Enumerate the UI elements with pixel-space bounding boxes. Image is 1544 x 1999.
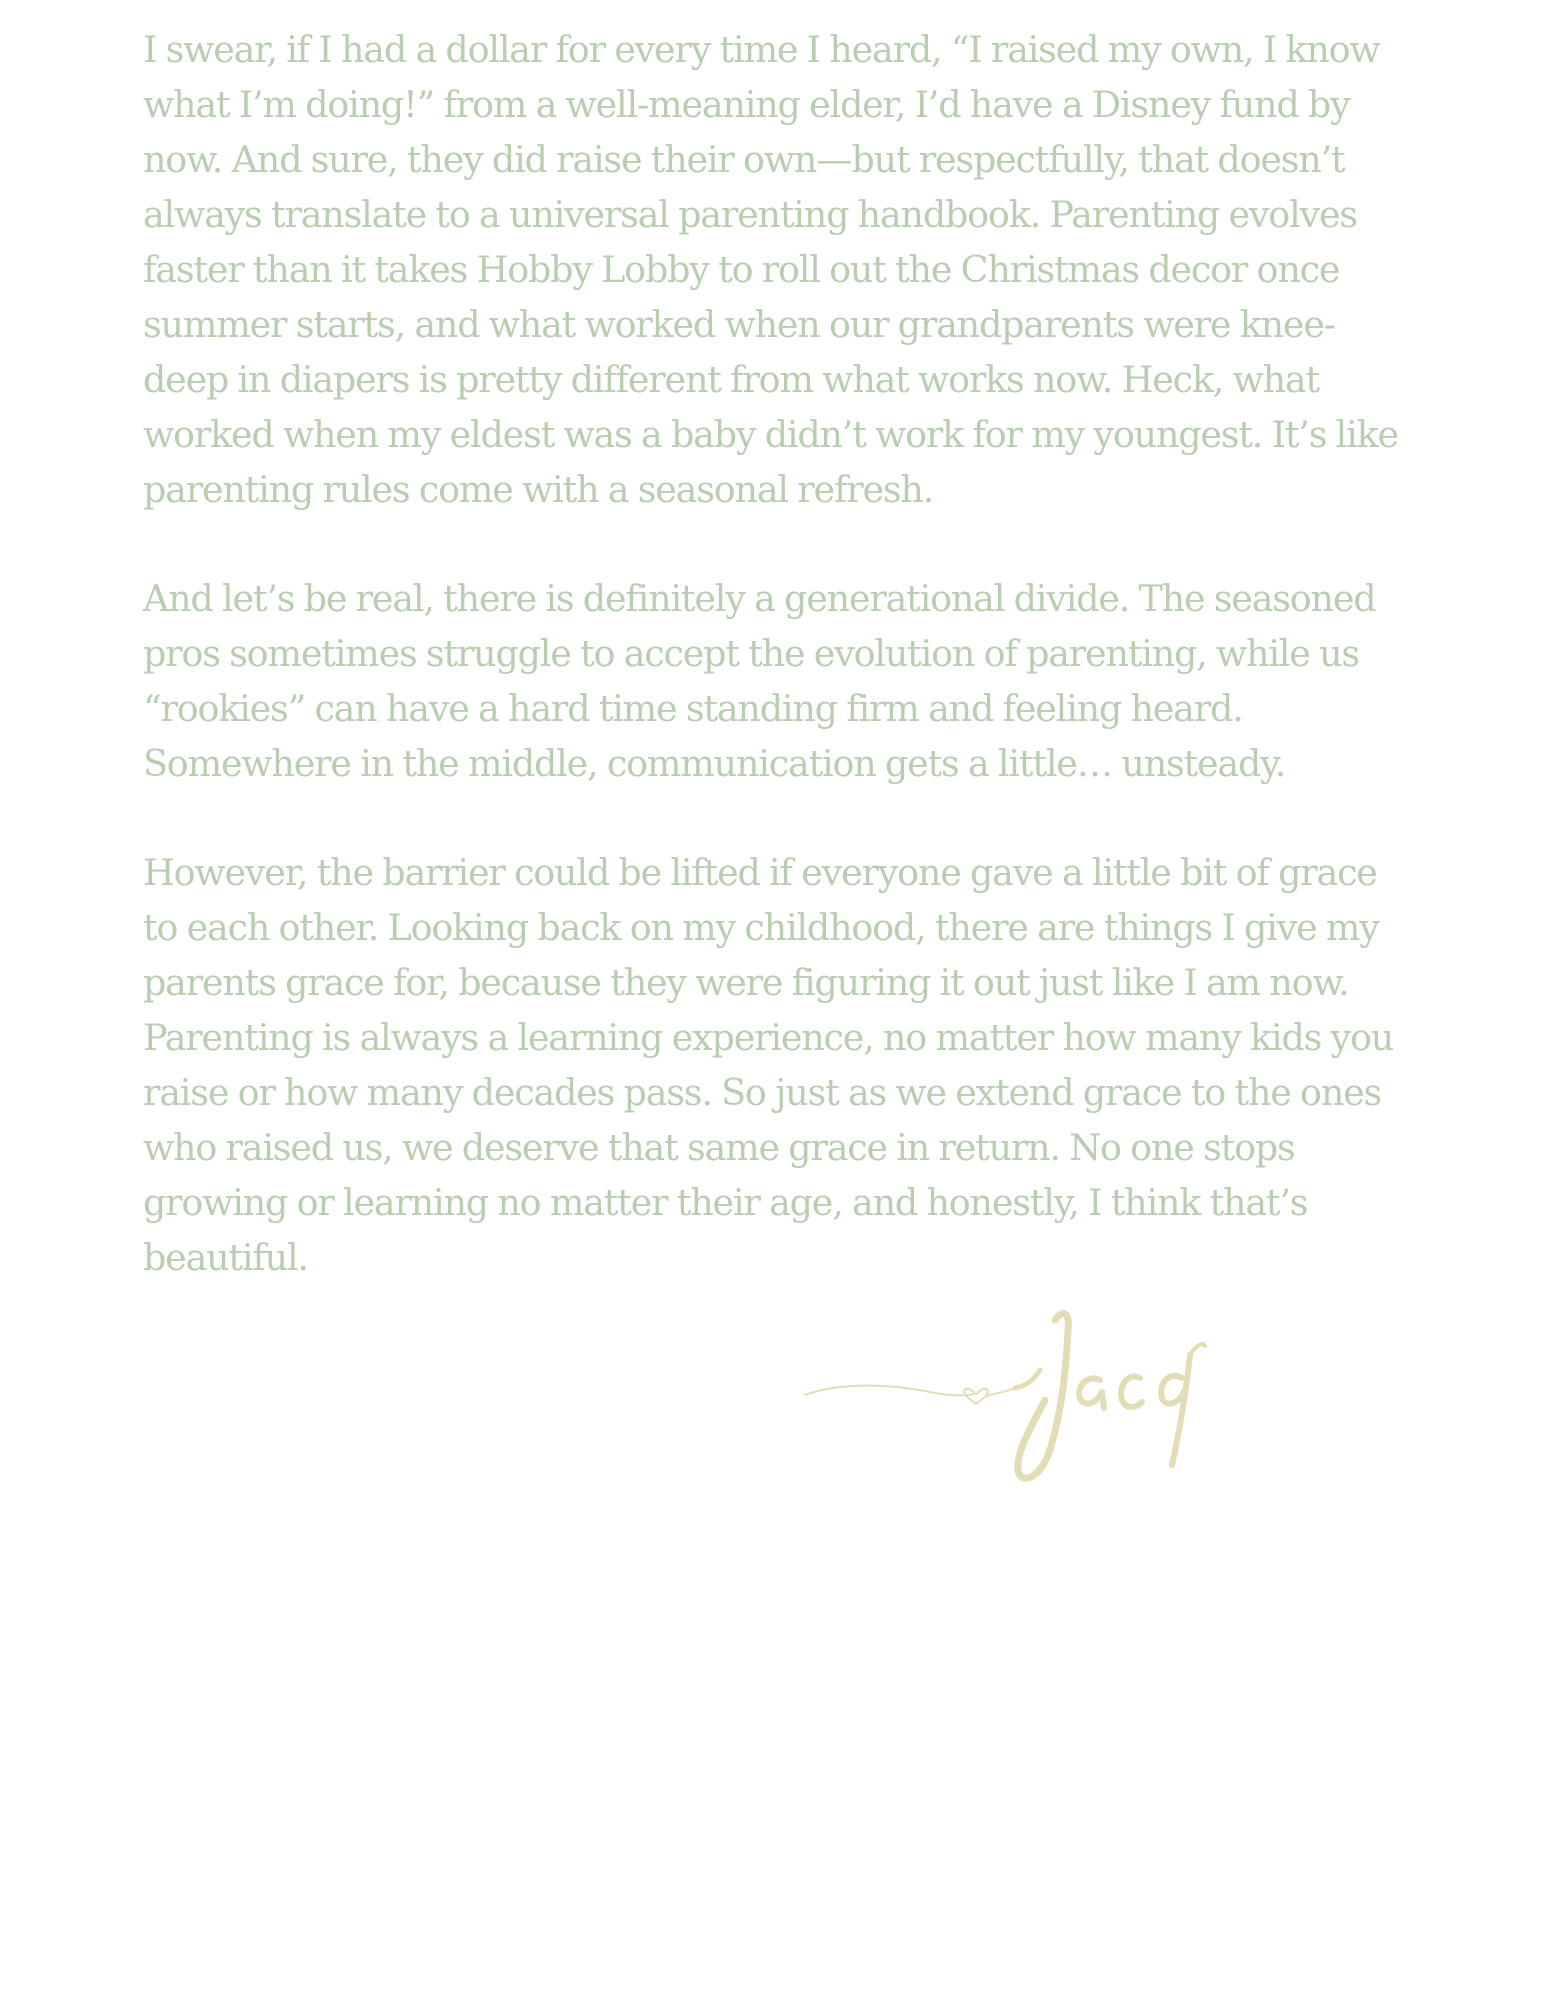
signature-drawing xyxy=(800,1300,1220,1490)
paragraph: And let’s be real, there is definitely a generational divide. The seasoned pros sometimes struggle to accept the evolution of parenting, while us “rookies” can have a hard time standing firm and feeling heard. Somewhere in the middle, communication gets a little… unsteady. xyxy=(143,577,1376,785)
paragraph: I swear, if I had a dollar for every time I heard, “I raised my own, I know what I’m doing!” from a well-meaning elder, I’d have a Disney fund by now. And sure, they did raise their own—but respectfully, that doesn’t always translate to a universal parenting handbook. Parenting evolves faster than it takes Hobby Lobby to roll out the Christmas decor once summer starts, and what worked when our grandparents were knee-deep in diapers is pretty different from what works now. Heck, what worked when my eldest was a baby didn’t work for my youngest. It’s like parenting rules come with a seasonal refresh. xyxy=(143,28,1398,511)
handwritten-signature xyxy=(800,1300,1220,1490)
letter-body xyxy=(143,22,1403,1339)
paragraph: However, the barrier could be lifted if everyone gave a little bit of grace to each other. Looking back on my childhood, there are things I give my parents grace for, because they were figuring it out just like I am now. Parenting is always a learning experience, no matter how many kids you raise or how many decades pass. So just as we extend grace to the ones who raised us, we deserve that same grace in return. No one stops growing or learning no matter their age, and honestly, I think that’s beautiful. xyxy=(143,851,1394,1279)
